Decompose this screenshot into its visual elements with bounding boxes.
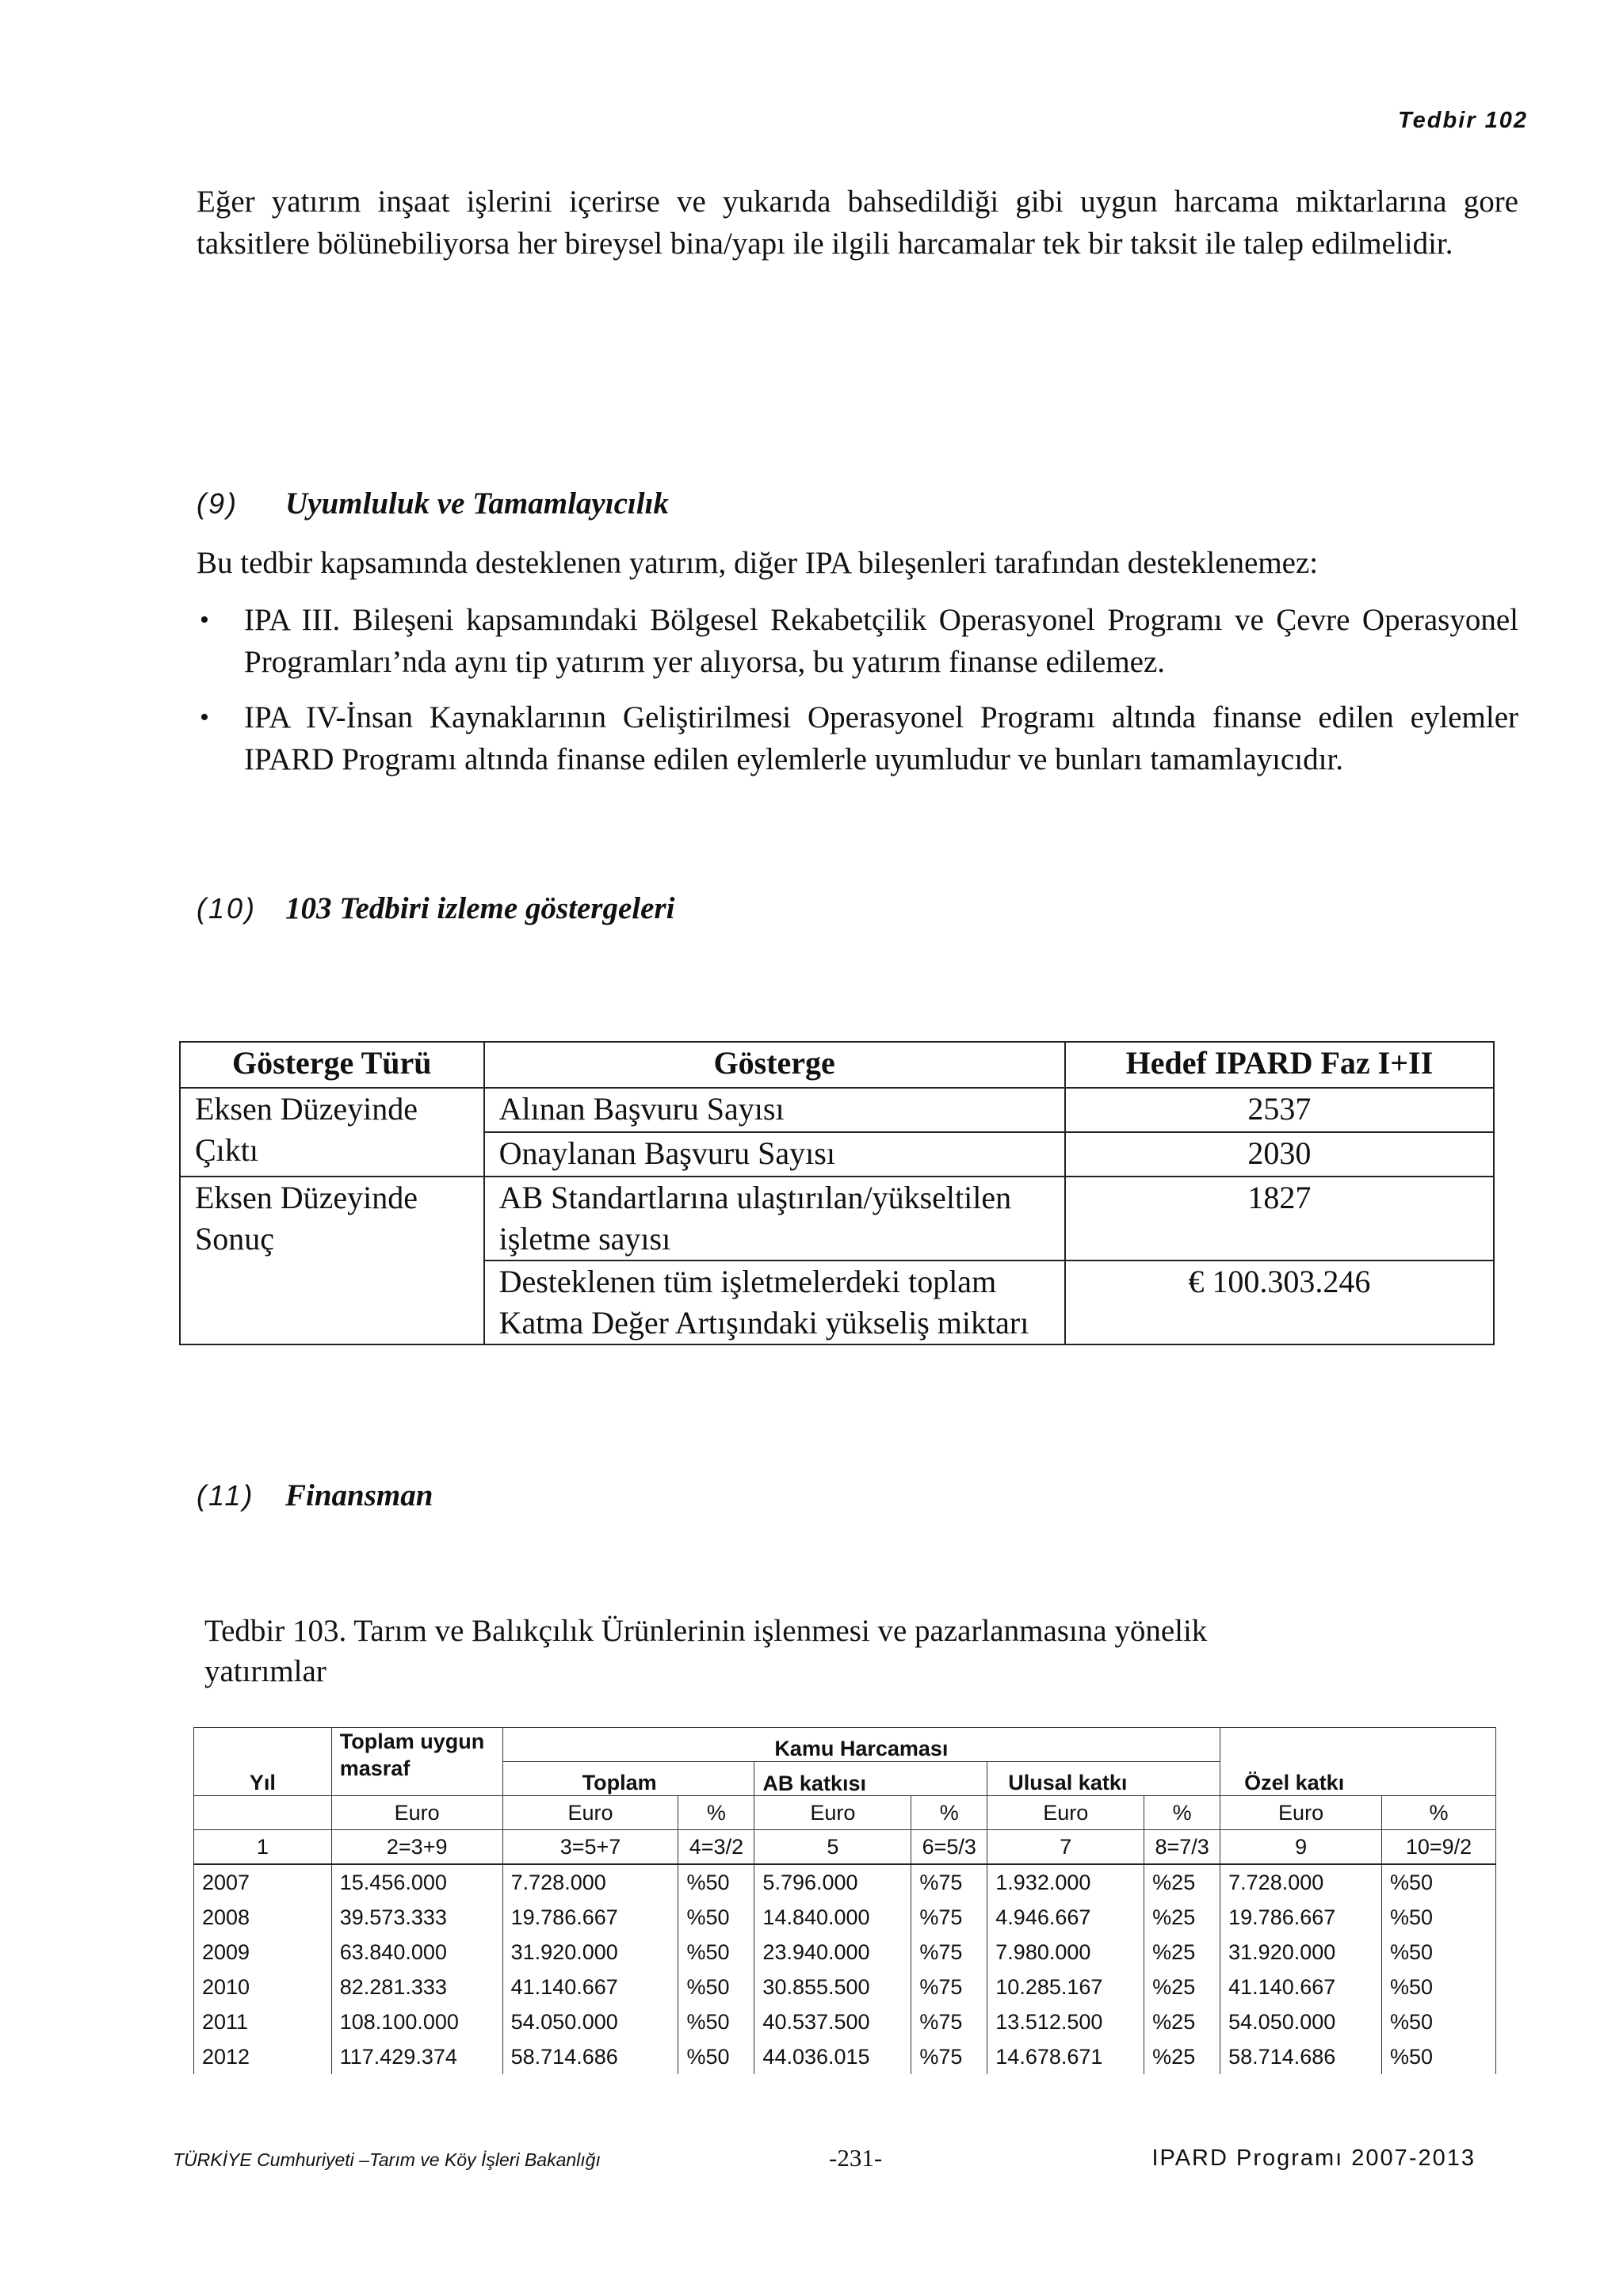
table-cell: 117.429.374	[331, 2039, 502, 2074]
financing-table-caption: Tedbir 103. Tarım ve Balıkçılık Ürünlerinin işlenmesi ve pazarlanmasına yönelik yatırımlar	[204, 1614, 1208, 1688]
indicator-type-cell: Eksen Düzeyinde Sonuç	[180, 1177, 484, 1344]
table-cell: 54.050.000	[502, 2004, 678, 2039]
table-cell: %50	[1382, 1970, 1496, 2004]
table-cell: 15.456.000	[331, 1864, 502, 1900]
table-cell: 2012	[194, 2039, 332, 2074]
table-cell: 63.840.000	[331, 1935, 502, 1970]
formula-cell: 10=9/2	[1382, 1830, 1496, 1865]
page-header-title: Tedbir 102	[1398, 108, 1528, 133]
header-national-contribution: Ulusal katkı	[987, 1762, 1220, 1796]
table-cell: 30.855.500	[754, 1970, 911, 2004]
table-cell: %50	[1382, 1864, 1496, 1900]
formula-cell: 5	[754, 1830, 911, 1865]
table-cell: %50	[1382, 1935, 1496, 1970]
indicators-table	[179, 1041, 1495, 1345]
table-cell: %25	[1144, 2039, 1220, 2074]
table-cell: %25	[1144, 1900, 1220, 1935]
table-cell: 58.714.686	[1220, 2039, 1382, 2074]
formula-cell: 1	[194, 1830, 332, 1865]
table-cell: %25	[1144, 1935, 1220, 1970]
table-row	[194, 1935, 1496, 1970]
section-9-number: (9)	[197, 487, 239, 520]
table-cell: %50	[678, 1900, 754, 1935]
table-cell: 31.920.000	[502, 1935, 678, 1970]
table-cell: %50	[678, 1935, 754, 1970]
unit-cell: Euro	[331, 1796, 502, 1830]
table-cell: 2011	[194, 2004, 332, 2039]
section-10-heading	[197, 891, 674, 926]
header-private-contribution: Özel katkı	[1220, 1728, 1496, 1796]
column-header: Hedef IPARD Faz I+II	[1065, 1042, 1494, 1088]
table-cell: %75	[911, 1935, 987, 1970]
formula-row	[194, 1830, 1496, 1865]
table-cell: %50	[678, 1864, 754, 1900]
section-10-title: 103 Tedbiri izleme göstergeleri	[285, 891, 675, 925]
table-cell: 14.678.671	[987, 2039, 1144, 2074]
table-cell: %75	[911, 2004, 987, 2039]
footer-ministry: TÜRKİYE Cumhuriyeti –Tarım ve Köy İşleri Bakanlığı	[173, 2149, 601, 2170]
table-cell: 44.036.015	[754, 2039, 911, 2074]
table-cell: 7.728.000	[1220, 1864, 1382, 1900]
unit-cell: %	[1382, 1796, 1496, 1830]
indicators-header-row	[180, 1042, 1494, 1088]
table-cell: %75	[911, 1970, 987, 2004]
table-cell: %50	[678, 2039, 754, 2074]
table-cell: 19.786.667	[1220, 1900, 1382, 1935]
table-cell: 13.512.500	[987, 2004, 1144, 2039]
unit-cell: Euro	[754, 1796, 911, 1830]
table-cell: %75	[911, 2039, 987, 2074]
table-cell: %75	[911, 1864, 987, 1900]
bullet-item	[197, 696, 1518, 780]
table-cell: 7.980.000	[987, 1935, 1144, 1970]
table-cell: 14.840.000	[754, 1900, 911, 1935]
indicator-cell: Desteklenen tüm işletmelerdeki toplam Katma Değer Artışındaki yükseliş miktarı	[484, 1261, 1065, 1344]
formula-cell: 2=3+9	[331, 1830, 502, 1865]
table-row	[194, 1900, 1496, 1935]
formula-cell: 8=7/3	[1144, 1830, 1220, 1865]
table-row	[180, 1177, 1494, 1261]
table-cell: 2008	[194, 1900, 332, 1935]
bullet-text: IPA III. Bileşeni kapsamındaki Bölgesel Rekabetçilik Operasyonel Programı ve Çevre Operasyonel Programları’nda aynı tip yatırım yer alıyorsa, bu yatırım finanse edilemez.	[244, 603, 1518, 679]
table-row	[194, 2004, 1496, 2039]
table-row	[194, 2039, 1496, 2074]
section-9-lead: Bu tedbir kapsamında desteklenen yatırım, diğer IPA bileşenleri tarafından desteklenemez:	[197, 546, 1319, 580]
unit-cell: Euro	[987, 1796, 1144, 1830]
header-public-total: Toplam	[502, 1762, 754, 1796]
table-cell: 5.796.000	[754, 1864, 911, 1900]
indicator-type-cell: Eksen Düzeyinde Çıktı	[180, 1088, 484, 1177]
table-cell: %25	[1144, 1970, 1220, 2004]
section-10-number: (10)	[197, 892, 258, 925]
section-9-heading	[197, 486, 669, 521]
table-cell: 19.786.667	[502, 1900, 678, 1935]
intro-paragraph: Eğer yatırım inşaat işlerini içerirse ve yukarıda bahsedildiği gibi uygun harcama miktarlarına gore taksitlere bölünebiliyorsa her bireysel bina/yapı ile ilgili harcamalar tek bir taksit ile talep edilmelidir.	[197, 185, 1518, 261]
section-9-title: Uyumluluk ve Tamamlayıcılık	[285, 486, 669, 521]
table-cell: 2007	[194, 1864, 332, 1900]
table-cell: 10.285.167	[987, 1970, 1144, 2004]
bullet-item	[197, 599, 1518, 683]
table-cell: %25	[1144, 1864, 1220, 1900]
indicator-cell: Onaylanan Başvuru Sayısı	[484, 1132, 1065, 1177]
table-cell: 108.100.000	[331, 2004, 502, 2039]
table-cell: %50	[678, 2004, 754, 2039]
table-cell: 1.932.000	[987, 1864, 1144, 1900]
target-cell: 1827	[1065, 1177, 1494, 1261]
indicator-cell: AB Standartlarına ulaştırılan/yükseltilen işletme sayısı	[484, 1177, 1065, 1261]
header-total-eligible: Toplam uygun masraf	[331, 1728, 502, 1796]
table-cell: 41.140.667	[502, 1970, 678, 2004]
table-cell: 40.537.500	[754, 2004, 911, 2039]
header-public-expenditure: Kamu Harcaması	[502, 1728, 1220, 1762]
table-cell: 39.573.333	[331, 1900, 502, 1935]
table-cell: 2010	[194, 1970, 332, 2004]
table-cell: 41.140.667	[1220, 1970, 1382, 2004]
target-cell: € 100.303.246	[1065, 1261, 1494, 1344]
unit-row	[194, 1796, 1496, 1830]
table-cell: 23.940.000	[754, 1935, 911, 1970]
unit-cell: Euro	[1220, 1796, 1382, 1830]
table-cell: 82.281.333	[331, 1970, 502, 2004]
target-cell: 2537	[1065, 1088, 1494, 1132]
unit-cell: %	[678, 1796, 754, 1830]
formula-cell: 4=3/2	[678, 1830, 754, 1865]
table-cell: 58.714.686	[502, 2039, 678, 2074]
table-cell: %25	[1144, 2004, 1220, 2039]
bullet-icon: •	[200, 605, 209, 635]
table-row	[180, 1088, 1494, 1132]
section-11-heading	[197, 1478, 433, 1513]
section-11-title: Finansman	[285, 1478, 433, 1512]
column-header: Gösterge Türü	[180, 1042, 484, 1088]
header-year: Yıl	[194, 1728, 332, 1796]
table-row	[194, 1864, 1496, 1900]
table-cell: %50	[1382, 1900, 1496, 1935]
bullet-icon: •	[200, 703, 209, 732]
target-cell: 2030	[1065, 1132, 1494, 1177]
indicator-cell: Alınan Başvuru Sayısı	[484, 1088, 1065, 1132]
unit-cell: %	[1144, 1796, 1220, 1830]
table-cell: 31.920.000	[1220, 1935, 1382, 1970]
financing-table	[193, 1727, 1496, 2074]
table-cell: 7.728.000	[502, 1864, 678, 1900]
bullet-text: IPA IV-İnsan Kaynaklarının Geliştirilmesi Operasyonel Programı altında finanse edilen eylemler IPARD Programı altında finanse edilen eylemlerle uyumludur ve bunları tamamlayıcıdır.	[244, 700, 1518, 776]
table-cell: %50	[678, 1970, 754, 2004]
unit-cell: %	[911, 1796, 987, 1830]
formula-cell: 7	[987, 1830, 1144, 1865]
table-cell: %50	[1382, 2039, 1496, 2074]
table-cell: 54.050.000	[1220, 2004, 1382, 2039]
table-cell: 2009	[194, 1935, 332, 1970]
header-eu-contribution: AB katkısı	[754, 1762, 987, 1796]
section-9-bullet-list	[197, 599, 1518, 794]
footer-program: IPARD Programı 2007-2013	[1151, 2145, 1476, 2171]
table-cell: %50	[1382, 2004, 1496, 2039]
formula-cell: 9	[1220, 1830, 1382, 1865]
unit-cell: Euro	[502, 1796, 678, 1830]
column-header: Gösterge	[484, 1042, 1065, 1088]
section-11-number: (11)	[197, 1479, 255, 1512]
formula-cell: 3=5+7	[502, 1830, 678, 1865]
formula-cell: 6=5/3	[911, 1830, 987, 1865]
table-row	[194, 1970, 1496, 2004]
table-cell: 4.946.667	[987, 1900, 1144, 1935]
footer-page-number: -231-	[829, 2144, 883, 2172]
unit-cell	[194, 1796, 332, 1830]
table-cell: %75	[911, 1900, 987, 1935]
